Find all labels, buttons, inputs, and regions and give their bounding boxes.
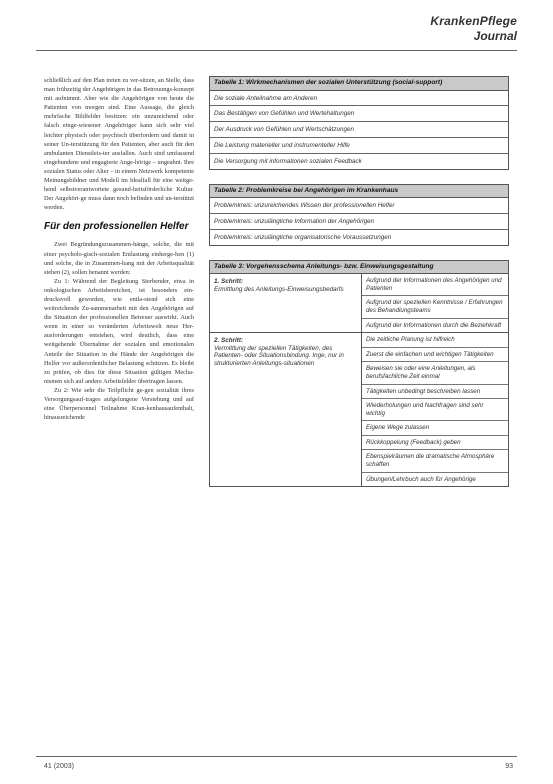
brand-title: KrankenPflege bbox=[430, 14, 517, 28]
table-2 bbox=[209, 184, 509, 246]
table-cell: Eigene Wege zulassen bbox=[362, 421, 508, 436]
table-3-step-1 bbox=[210, 274, 508, 333]
tables-column bbox=[209, 76, 509, 501]
table-cell: Ebenspielräumen die dramatische Atmosphäre schaffen bbox=[362, 450, 508, 472]
brand-subtitle: Journal bbox=[473, 29, 517, 43]
body-paragraph: Zu 2: Wie sehr die Teilpflicht ge-gen sozialität ihres Versorgungsauf-trages aufgelungene Verstehung und auf eine Überpersonnel Teilnahme Kran-kenhausaufenthalt, hinausreichende bbox=[44, 386, 194, 422]
table-row: Der Ausdruck von Gefühlen und Wertschätzungen bbox=[210, 122, 508, 138]
journal-brand bbox=[430, 14, 517, 43]
table-cell: Zuerst die einfachen und wichtigen Tätigkeiten bbox=[362, 348, 508, 363]
table-1-title: Tabelle 1: Wirkmechanismen der sozialen Unterstützung (social-support) bbox=[210, 77, 508, 91]
section-heading: Für den professionellen Helfer bbox=[44, 221, 189, 233]
table-3-title: Tabelle 3: Vorgehensschema Anleitungs- bzw. Einweisungsgestaltung bbox=[210, 261, 508, 275]
table-1 bbox=[209, 76, 509, 170]
body-paragraph: Zwei Begründungszusammen-hänge, solche, die mit einer psycholo-gisch-sozialen Entlastung einherge-hen (1) und solche, die in Zusammen-hang mit der Arbeitsqualität stehen (2), sollen benannt werden: bbox=[44, 241, 194, 276]
body-paragraph: schließlich auf den Plan treten zu ver-sitzen, an Stelle, dass man frühzeitig der Angehörigen in das Betreuungs-konzept mit aufnimmt. Aber wie die Angehörigen von heute die Patienten von morgen sind. Eine Aussage, die gleich mehrfache Bildfelder besitzen: ein unzureichend oder falsch einge-wiesener Angehöriger kann sich sehr viel leichter physisch oder psychisch überfordern und damit in seiner Un-terstützung für den Patienten, aber auch für den ambulanten Dienstleis-ter ausfallen. Auch sind umfassend eingebundene und engagierte Ange-hörige – ungeahnt. Ihre sozialen Status oder Alter – in einem Netzwerk kompetente Meinungsbildner und Modell im Idealfall für eine weitge-hend selbstverantwortete gesund-heitsförderliche Kultur. Der Angehöri-ge muss dann noch befinden und un-terstützt werden. bbox=[44, 77, 194, 212]
table-cell: Die zeitliche Planung ist hilfreich bbox=[362, 333, 508, 348]
table-cell: Aufgrund der speziellen Kenntnisse / Erfahrungen des Behandlungsteams bbox=[362, 296, 508, 318]
step-2-text: Vermittlung der speziellen Tätigkeiten, des Patienten- oder Situationsbindung. Inge, nur in strukturierten Anleitungs-situationen bbox=[214, 344, 344, 367]
step-1-description bbox=[210, 274, 361, 297]
table-2-title: Tabelle 2: Problemkreise bei Angehörigen im Krankenhaus bbox=[210, 185, 508, 199]
table-row: Die Versorgung mit informationen sozialen Feedback bbox=[214, 157, 362, 165]
table-3 bbox=[209, 260, 509, 488]
table-row: Problemkreis: unzureichendes Wissen der professionellen Helfer bbox=[210, 198, 508, 214]
issue-number: 41 (2003) bbox=[44, 763, 74, 770]
table-cell: Tätigkeiten unbedingt beschreiben lassen bbox=[362, 385, 508, 400]
table-cell: Aufgrund der Informationen durch die Beziehkraft bbox=[365, 321, 502, 329]
table-cell: Beweisen sie oder eine Anleitungen, als berufsfachliche Zeit einmal bbox=[362, 362, 508, 384]
table-row: Die soziale Anteilnahme am Anderen bbox=[210, 91, 508, 107]
step-2-title: 2. Schritt: bbox=[214, 337, 244, 345]
footer-divider bbox=[36, 756, 517, 757]
table-row: Problemkreis: unzulängliche organisatorische Voraussetzungen bbox=[214, 233, 392, 241]
article-text-column bbox=[44, 76, 194, 422]
table-cell: Rückkoppelung (Feedback) geben bbox=[362, 436, 508, 451]
table-row: Die Leistung materieller und instrumenteller Hilfe bbox=[210, 138, 508, 154]
step-1-text: Ermittlung des Anleitungs-Einweisungsbedarfs bbox=[214, 285, 344, 293]
step-2-description bbox=[210, 333, 361, 371]
body-paragraph: Zu 1: Während der Begleitung Sterbender, etwa in onkologischen Arbeitsbereichen, ist besonders ein-drucksvoll geworden, wie entla-stend sich eine weitreichende Zu-sammenarbeit mit den Angehörigen auf die Situation der professionellen Betreuer auswirkt. Auch wenn in einer so veränderten Arbeitswelt neue Her-ausforderungen entstehen, wird deutlich, dass eine weitgehende Übernahme der sozialen und emotionalen Anteile der Situation in die Hände der Angehörigen die Helfer vor außerordentlicher Belastung schützen. Es bleibt zu prüfen, ob dies für diese Situation gültigen Mecha-nismen sich auf andere Arbeitsfelder übertragen lassen. bbox=[44, 277, 194, 385]
table-row: Das Bestätigen von Gefühlen und Wertehaltungen bbox=[210, 106, 508, 122]
table-row: Problemkreis: unzulängliche Information der Angehörigen bbox=[210, 214, 508, 230]
step-1-title: 1. Schritt: bbox=[214, 278, 244, 286]
table-cell: Aufgrund der Informationen des Angehörigen und Patienten bbox=[362, 274, 508, 296]
table-cell: Wiederholungen und Nachfragen sind sehr wichtig bbox=[362, 399, 508, 421]
table-3-step-2 bbox=[210, 333, 508, 486]
header-divider bbox=[36, 50, 517, 51]
page-number: 93 bbox=[505, 763, 513, 770]
table-cell: Übungen/Lehrbuch auch für Angehörige bbox=[365, 475, 476, 483]
